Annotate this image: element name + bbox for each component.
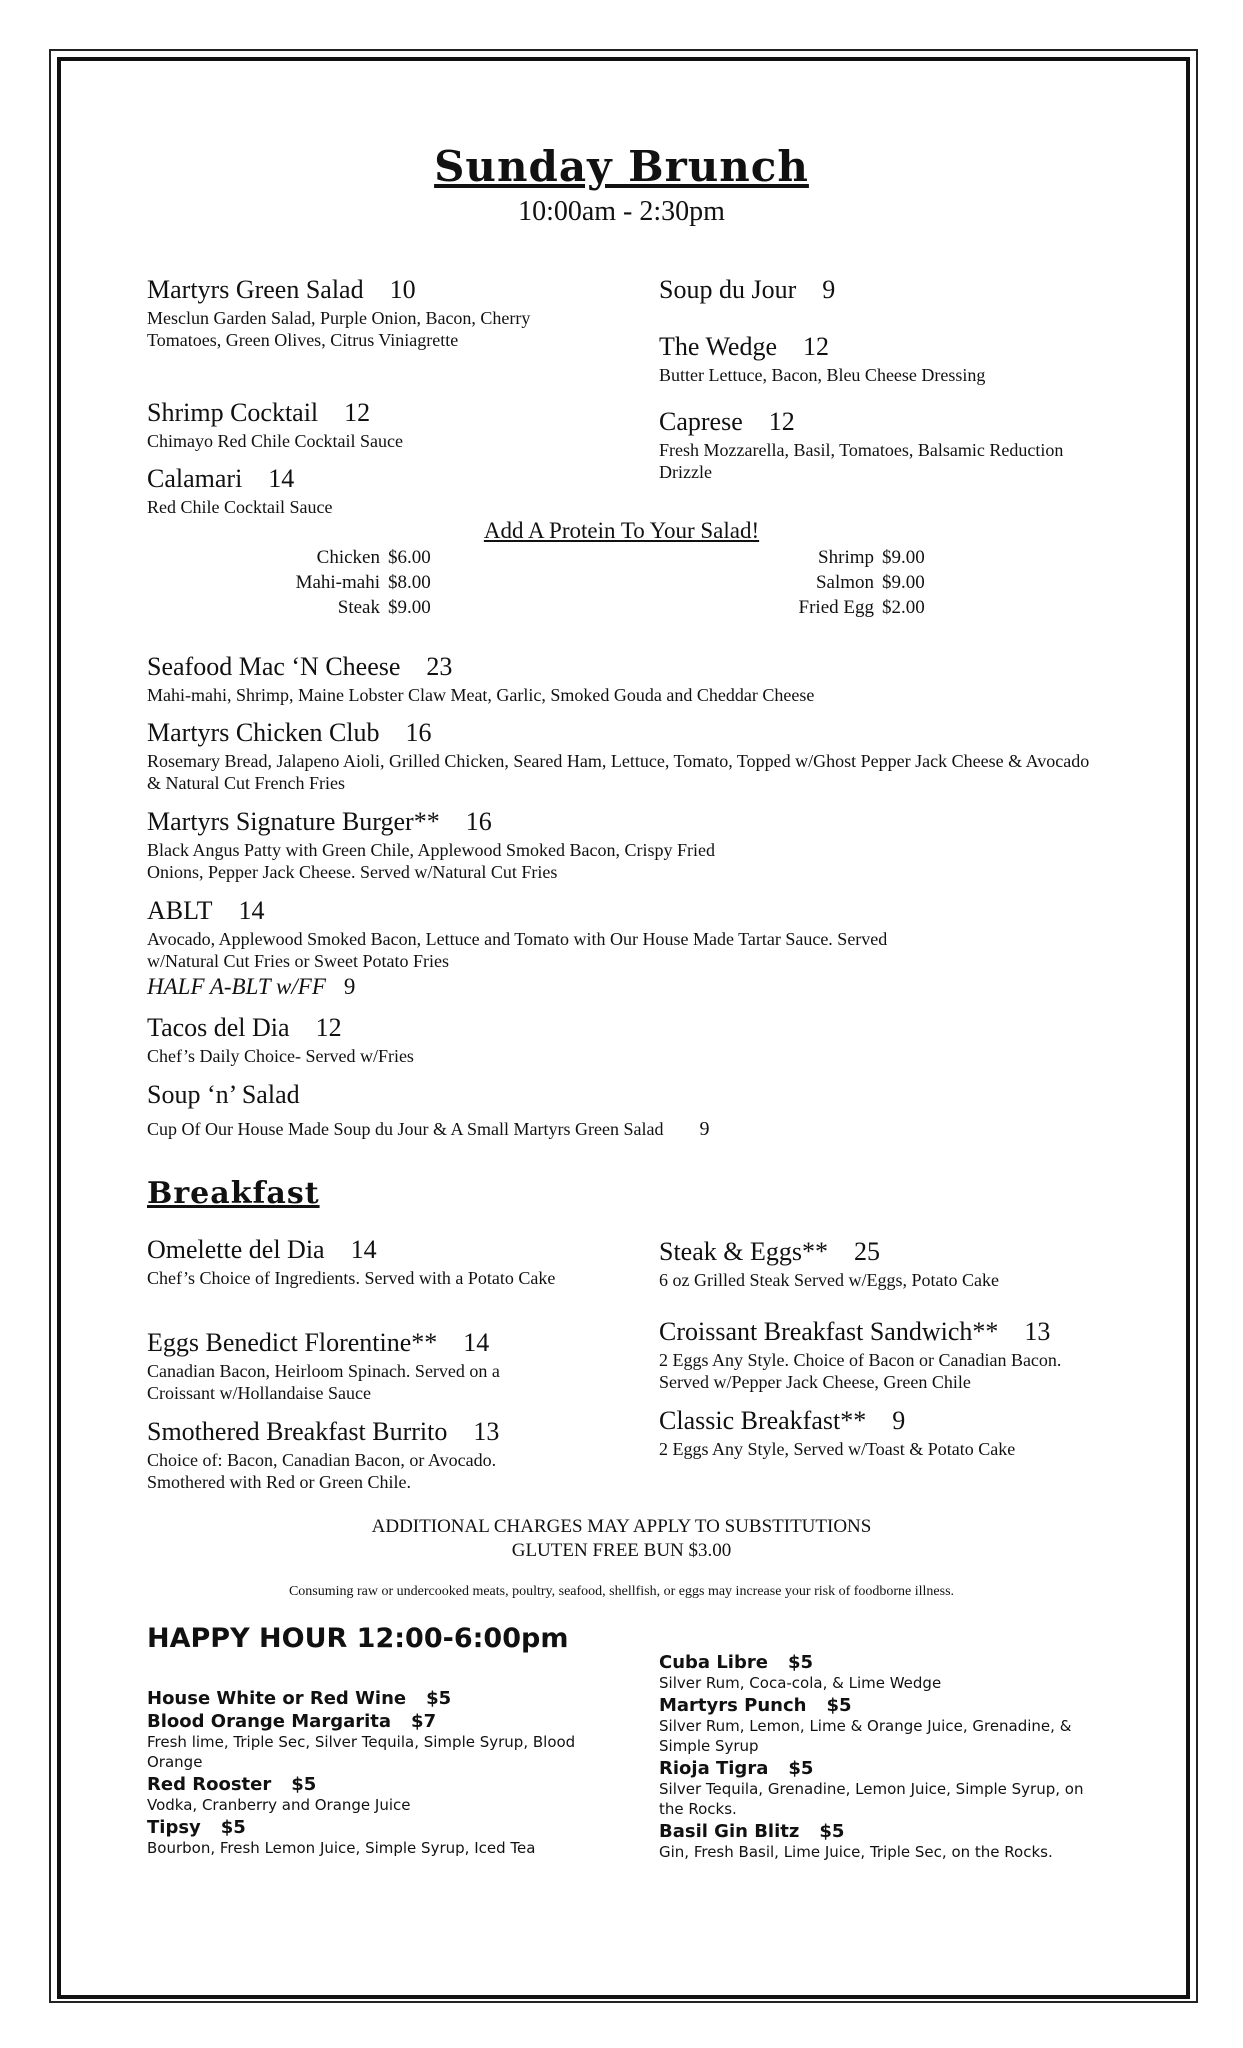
menu-item [147,652,1107,706]
item-price: 14 [268,464,295,493]
item-price: 13 [473,1417,500,1446]
drink-price: $5 [220,1817,246,1838]
drink-name: Cuba Libre [659,1652,768,1673]
drink-item [147,1688,597,1709]
protein-list-right [740,545,940,620]
drink-name: Rioja Tigra [659,1758,769,1779]
menu-item [659,1237,1109,1291]
item-price: 14 [463,1328,490,1357]
drink-item [659,1821,1109,1862]
drink-name: Red Rooster [147,1774,272,1795]
item-description: Fresh Mozzarella, Basil, Tomatoes, Balsamic Reduction Drizzle [659,440,1064,482]
menu-item [147,807,1107,883]
protein-option: Mahi-mahi $8.00 [295,572,431,593]
item-price: 23 [426,652,453,681]
item-name: Shrimp Cocktail [147,398,319,427]
item-name: ABLT [147,896,213,925]
item-name: Seafood Mac ‘N Cheese [147,652,401,681]
item-description: Mesclun Garden Salad, Purple Onion, Bacon, Cherry Tomatoes, Green Olives, Citrus Viniagrette [147,308,531,350]
item-description: 6 oz Grilled Steak Served w/Eggs, Potato Cake [659,1270,999,1290]
drink-description: Gin, Fresh Basil, Lime Juice, Triple Sec, on the Rocks. [659,1843,1053,1861]
menu-item [147,398,557,452]
drink-name: Basil Gin Blitz [659,1821,800,1842]
item-price: 14 [238,896,265,925]
item-description: Mahi-mahi, Shrimp, Maine Lobster Claw Meat, Garlic, Smoked Gouda and Cheddar Cheese [147,685,815,705]
item-name: Smothered Breakfast Burrito [147,1417,448,1446]
menu-item [147,275,557,351]
drink-description: Fresh lime, Triple Sec, Silver Tequila, Simple Syrup, Blood Orange [147,1733,576,1771]
item-name: Steak & Eggs** [659,1237,828,1266]
item-name: Tacos del Dia [147,1013,290,1042]
drink-item [147,1817,597,1858]
item-price: 25 [854,1237,880,1266]
item-description: Black Angus Patty with Green Chile, Applewood Smoked Bacon, Crispy Fried Onions, Pepper Jack Cheese. Served w/Natural Cut Fries [147,840,715,882]
item-price: 14 [350,1235,377,1264]
drink-price: $5 [291,1774,317,1795]
item-description: Canadian Bacon, Heirloom Spinach. Served on a Croissant w/Hollandaise Sauce [147,1361,500,1403]
menu-item [147,1080,1107,1140]
item-name: Croissant Breakfast Sandwich** [659,1317,999,1346]
menu-item [147,1328,567,1404]
item-description: Choice of: Bacon, Canadian Bacon, or Avocado. Smothered with Red or Green Chile. [147,1450,497,1492]
menu-item [147,464,557,518]
drink-description: Silver Tequila, Grenadine, Lemon Juice, Simple Syrup, on the Rocks. [659,1780,1084,1818]
item-description: 2 Eggs Any Style, Served w/Toast & Potato Cake [659,1439,1016,1459]
item-description: Avocado, Applewood Smoked Bacon, Lettuce and Tomato with Our House Made Tartar Sauce. Served w/Natural Cut Fries or Sweet Potato Fries [147,929,888,971]
drink-item [147,1711,597,1772]
item-name: Martyrs Signature Burger** [147,807,440,836]
drink-description: Bourbon, Fresh Lemon Juice, Simple Syrup, Iced Tea [147,1839,536,1857]
item-price: 13 [1024,1317,1051,1346]
drink-name: Blood Orange Margarita [147,1711,392,1732]
item-description: Butter Lettuce, Bacon, Bleu Cheese Dressing [659,365,986,385]
item-description: Cup Of Our House Made Soup du Jour & A Small Martyrs Green Salad 9 [147,1118,710,1140]
menu-item [147,1417,567,1493]
menu-item [147,896,1107,1000]
item-price: 12 [768,407,795,436]
protein-option: Chicken $6.00 [316,547,431,568]
item-price: 16 [405,718,432,747]
item-price: 9 [822,275,836,304]
item-name: Eggs Benedict Florentine** [147,1328,438,1357]
drink-name: House White or Red Wine [147,1688,407,1709]
item-description: Chimayo Red Chile Cocktail Sauce [147,431,403,451]
menu-item [659,1406,1109,1460]
drink-item [659,1758,1109,1819]
protein-heading: Add A Protein To Your Salad! [483,518,760,543]
drink-description: Vodka, Cranberry and Orange Juice [147,1796,411,1814]
item-name: The Wedge [659,332,777,361]
item-name: Caprese [659,407,743,436]
item-description: Chef’s Daily Choice- Served w/Fries [147,1046,414,1066]
protein-option: Steak $9.00 [337,597,431,618]
item-name: Martyrs Chicken Club [147,718,380,747]
breakfast-heading: Breakfast [147,1176,320,1211]
item-description: Rosemary Bread, Jalapeno Aioli, Grilled Chicken, Seared Ham, Lettuce, Tomato, Topped w/Ghost Pepper Jack Cheese & Avocado & Natural Cut French Fries [147,751,1090,793]
item-price: 16 [465,807,492,836]
drink-price: $5 [788,1758,814,1779]
menu-item [659,407,1109,483]
item-name: Soup du Jour [659,275,797,304]
health-disclaimer: Consuming raw or undercooked meats, poultry, seafood, shellfish, or eggs may increase your risk of foodborne illness. [288,1584,955,1599]
drink-price: $7 [411,1711,437,1732]
happy-hour-left [147,1688,597,1860]
item-price: 9 [699,1118,710,1140]
drink-item [659,1652,1109,1693]
item-name: Calamari [147,464,243,493]
item-description: Red Chile Cocktail Sauce [147,497,333,517]
menu-item [659,332,1109,386]
item-name: Omelette del Dia [147,1235,325,1264]
happy-hour-right [659,1652,1109,1864]
drink-item [659,1695,1109,1756]
item-price: 12 [803,332,829,361]
drink-price: $5 [426,1688,452,1709]
item-description: Chef’s Choice of Ingredients. Served with a Potato Cake [147,1268,556,1288]
item-price: 12 [344,398,371,427]
item-description: 2 Eggs Any Style. Choice of Bacon or Canadian Bacon. Served w/Pepper Jack Cheese, Green Chile [659,1350,1062,1392]
menu-item [147,1235,567,1289]
menu-item [659,1317,1109,1393]
item-name: Soup ‘n’ Salad [147,1080,300,1109]
substitution-notice: ADDITIONAL CHARGES MAY APPLY TO SUBSTITUTIONS GLUTEN FREE BUN $3.00 [371,1516,872,1561]
item-price: 12 [315,1013,342,1042]
item-price: 10 [389,275,416,304]
menu-item [147,1013,1107,1067]
item-name: Martyrs Green Salad [147,275,364,304]
drink-description: Silver Rum, Lemon, Lime & Orange Juice, Grenadine, & Simple Syrup [659,1717,1072,1755]
drink-description: Silver Rum, Coca-cola, & Lime Wedge [659,1674,942,1692]
protein-list-left [250,545,446,620]
drink-price: $5 [787,1652,813,1673]
item-name: Classic Breakfast** [659,1406,867,1435]
menu-item [659,275,1109,305]
drink-name: Tipsy [147,1817,201,1838]
drink-price: $5 [826,1695,852,1716]
menu-item [147,718,1107,794]
happy-hour-heading: HAPPY HOUR 12:00-6:00pm [147,1623,569,1654]
drink-item [147,1774,597,1815]
protein-option: Fried Egg $2.00 [798,597,925,618]
item-price: 9 [892,1406,906,1435]
brunch-hours: 10:00am - 2:30pm [518,196,725,227]
protein-option: Salmon $9.00 [815,572,925,593]
drink-name: Martyrs Punch [659,1695,807,1716]
half-portion-option: HALF A-BLT w/FF 9 [147,974,356,999]
drink-price: $5 [819,1821,845,1842]
page-title: Sunday Brunch [434,142,809,191]
protein-option: Shrimp $9.00 [818,547,925,568]
